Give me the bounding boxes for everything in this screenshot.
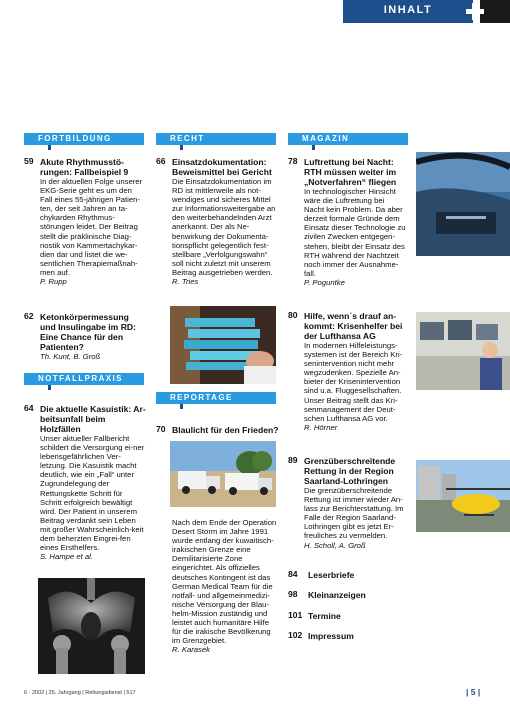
section-reportage: REPORTAGE bbox=[156, 392, 276, 404]
section-tick bbox=[180, 404, 183, 409]
article-number: 78 bbox=[288, 156, 298, 166]
article-title: Einsatzdokumentation: Beweismittel bei Gericht bbox=[172, 157, 272, 177]
article-70-description[interactable] bbox=[156, 518, 280, 654]
article-number: 66 bbox=[156, 156, 166, 166]
article-description: Die Einsatzdokumentation im RD ist mittlerweile als not-wendiges und sicheres Mittel zur Informationsweitergabe an den weiterbehandelnden Arzt anerkannt. Der als Ne-benwirkung der Dokumenta-tionspflicht gelegentlich fest-stellbare „Verfolgungswahn“ soll nicht zuletzt mit unserem Beitrag ausgetrieben werden. bbox=[172, 177, 276, 277]
article-59[interactable] bbox=[24, 157, 146, 286]
article-number: 59 bbox=[24, 156, 34, 166]
article-number: 64 bbox=[24, 403, 34, 413]
article-author: H. Scholl, A. Groß bbox=[304, 540, 366, 550]
article-number: 102 bbox=[288, 630, 303, 640]
article-70[interactable] bbox=[156, 425, 280, 435]
article-title: Kleinanzeigen bbox=[308, 590, 366, 600]
article-author: P. Poguntke bbox=[304, 277, 345, 287]
article-author: Th. Kunt, B. Groß bbox=[40, 352, 101, 361]
article-author: R. Hörner bbox=[304, 422, 338, 432]
article-author: S. Hampe et al. bbox=[40, 552, 93, 562]
article-title: Ketonkörpermessung und Insulingabe im RD: Eine Chance für den Patienten? bbox=[40, 312, 136, 352]
article-title: Leserbriefe bbox=[308, 570, 355, 580]
article-number: 70 bbox=[156, 424, 166, 434]
rescue-helicopter-photo bbox=[416, 460, 510, 532]
article-title: Grenzüberschreitende Rettung in der Region Saarland-Lothringen bbox=[304, 456, 396, 486]
vehicles-in-desert-illustration bbox=[170, 441, 276, 507]
control-room-illustration bbox=[416, 312, 510, 390]
article-number: 84 bbox=[288, 569, 298, 579]
article-number: 89 bbox=[288, 455, 298, 465]
article-description: Die grenzüberschreitende Rettung ist immer wieder An-lass zur Berichterstattung. Im Falle der Region Saarland-Lothringen gibt es jetzt Er-freuliches zu vermelden. bbox=[304, 486, 404, 541]
section-fortbildung: FORTBILDUNG bbox=[24, 133, 144, 145]
article-80[interactable] bbox=[288, 311, 406, 432]
documents-photo bbox=[170, 306, 276, 384]
article-description: In technologischer Hinsicht wäre die Luftrettung bei Nacht kein Problem. Da aber derzeit formale Gründe dem Einsatz dieser Technologie zu zivilen Zwecken entgegen-stehen, bleibt der Einsatz des RTH während der Nachtzeit noch immer der Ausnahme-fall. bbox=[304, 187, 406, 278]
article-number: 62 bbox=[24, 311, 34, 321]
short-item-98[interactable] bbox=[288, 590, 408, 600]
helicopter-night-photo bbox=[416, 152, 510, 256]
short-item-101[interactable] bbox=[288, 611, 408, 621]
article-number: 98 bbox=[288, 589, 298, 599]
article-66[interactable] bbox=[156, 157, 280, 286]
section-tick bbox=[48, 145, 51, 150]
article-description: In der aktuellen Folge unserer EKG-Serie geht es um den Fall eines 55-jährigen Patien-ten, der seit Jahren an ta-chykarden Rhythmus-störungen leidet. Der Beitrag stellt die präklinische Diag-nostik von Kammertachykar-dien dar und listet die we-sentlichen Therapiemaßnah-men auf. bbox=[40, 177, 143, 277]
article-description: Unser aktueller Fallbericht schildert die Versorgung ei-ner lebensgefährlichen Ver-letzung. Die Kasuistik macht deutlich, wie ein „Fall“ unter Zugrundelegung der Rettungskette Schritt für Schritt erfolgreich bewältigt wird. Der Patient in unserem Beitrag verdankt sein Leben mit großer Wahrscheinlich-keit dem beherzten Eingrei-fen eines Ersthelfers. bbox=[40, 434, 145, 553]
short-item-84[interactable] bbox=[288, 570, 408, 580]
article-64[interactable] bbox=[24, 404, 146, 561]
article-title: Impressum bbox=[308, 631, 354, 641]
yellow-helicopter-illustration bbox=[416, 460, 510, 532]
article-62[interactable] bbox=[24, 312, 146, 361]
plus-icon-stem bbox=[472, 3, 478, 20]
page-number: | 5 | bbox=[466, 687, 481, 697]
article-description: Nach dem Ende der Operation Desert Storm im Jahre 1991 wurde entlang der kuwaitisch-irakischen Grenze eine Demilitarisierte Zone eingerichtet. Als offizielles deutsches Kontingent ist das German Medical Team für die notfall- und allgemeinmedizi-nische Versorgung der Blau-helm-Mission zuständig und leistet auch humanitäre Hilfe für die irakische Bevölkerung im Grenzgebiet. bbox=[172, 518, 277, 646]
article-description: In modernen Hilfeleistungs-systemen ist der Bereich Kri-senintervention nicht mehr wegzudenken. Spezielle An-bieter der Krisenintervention sind u.a. Fluggesellschaften. Unser Beitrag stellt das Kri-senmanagement der Deut-schen Lufthansa AG vor. bbox=[304, 341, 403, 423]
footer-issue-info: 6 · 2002 | 25. Jahrgang | Rettungsdienst | 517 bbox=[24, 690, 136, 696]
file-folders-illustration bbox=[170, 306, 276, 384]
section-recht: RECHT bbox=[156, 133, 276, 145]
short-item-102[interactable] bbox=[288, 631, 408, 641]
article-title: Hilfe, wenn´s drauf an-kommt: Krisenhelfer bei der Lufthansa AG bbox=[304, 311, 403, 341]
vehicles-photo bbox=[170, 441, 276, 507]
article-89[interactable] bbox=[288, 456, 408, 550]
article-author: R. Karasek bbox=[172, 645, 211, 655]
helicopter-cockpit-illustration bbox=[416, 152, 510, 256]
section-tick bbox=[180, 145, 183, 150]
article-author: R. Tries bbox=[172, 277, 199, 287]
article-title: Blaulicht für den Frieden? bbox=[172, 425, 279, 435]
article-number: 80 bbox=[288, 310, 298, 320]
control-room-photo bbox=[416, 312, 510, 390]
page-title: INHALT bbox=[383, 4, 433, 16]
section-tick bbox=[312, 145, 315, 150]
article-title: Akute Rhythmusstö-rungen: Fallbeispiel 9 bbox=[40, 157, 129, 177]
xray-photo bbox=[38, 578, 145, 674]
article-78[interactable] bbox=[288, 157, 406, 287]
header-dark-block bbox=[480, 0, 510, 23]
article-title: Termine bbox=[308, 611, 341, 621]
xray-pelvis-illustration bbox=[38, 578, 145, 674]
article-author: P. Rupp bbox=[40, 277, 67, 287]
article-title: Die aktuelle Kasuistik: Ar-beitsunfall beim Holzfällen bbox=[40, 404, 146, 434]
section-tick bbox=[48, 385, 51, 390]
article-title: Luftrettung bei Nacht: RTH müssen weiter im „Notverfahren“ fliegen bbox=[304, 157, 397, 187]
section-magazin: MAGAZIN bbox=[288, 133, 408, 145]
section-notfallpraxis: NOTFALLPRAXIS bbox=[24, 373, 144, 385]
article-number: 101 bbox=[288, 610, 303, 620]
